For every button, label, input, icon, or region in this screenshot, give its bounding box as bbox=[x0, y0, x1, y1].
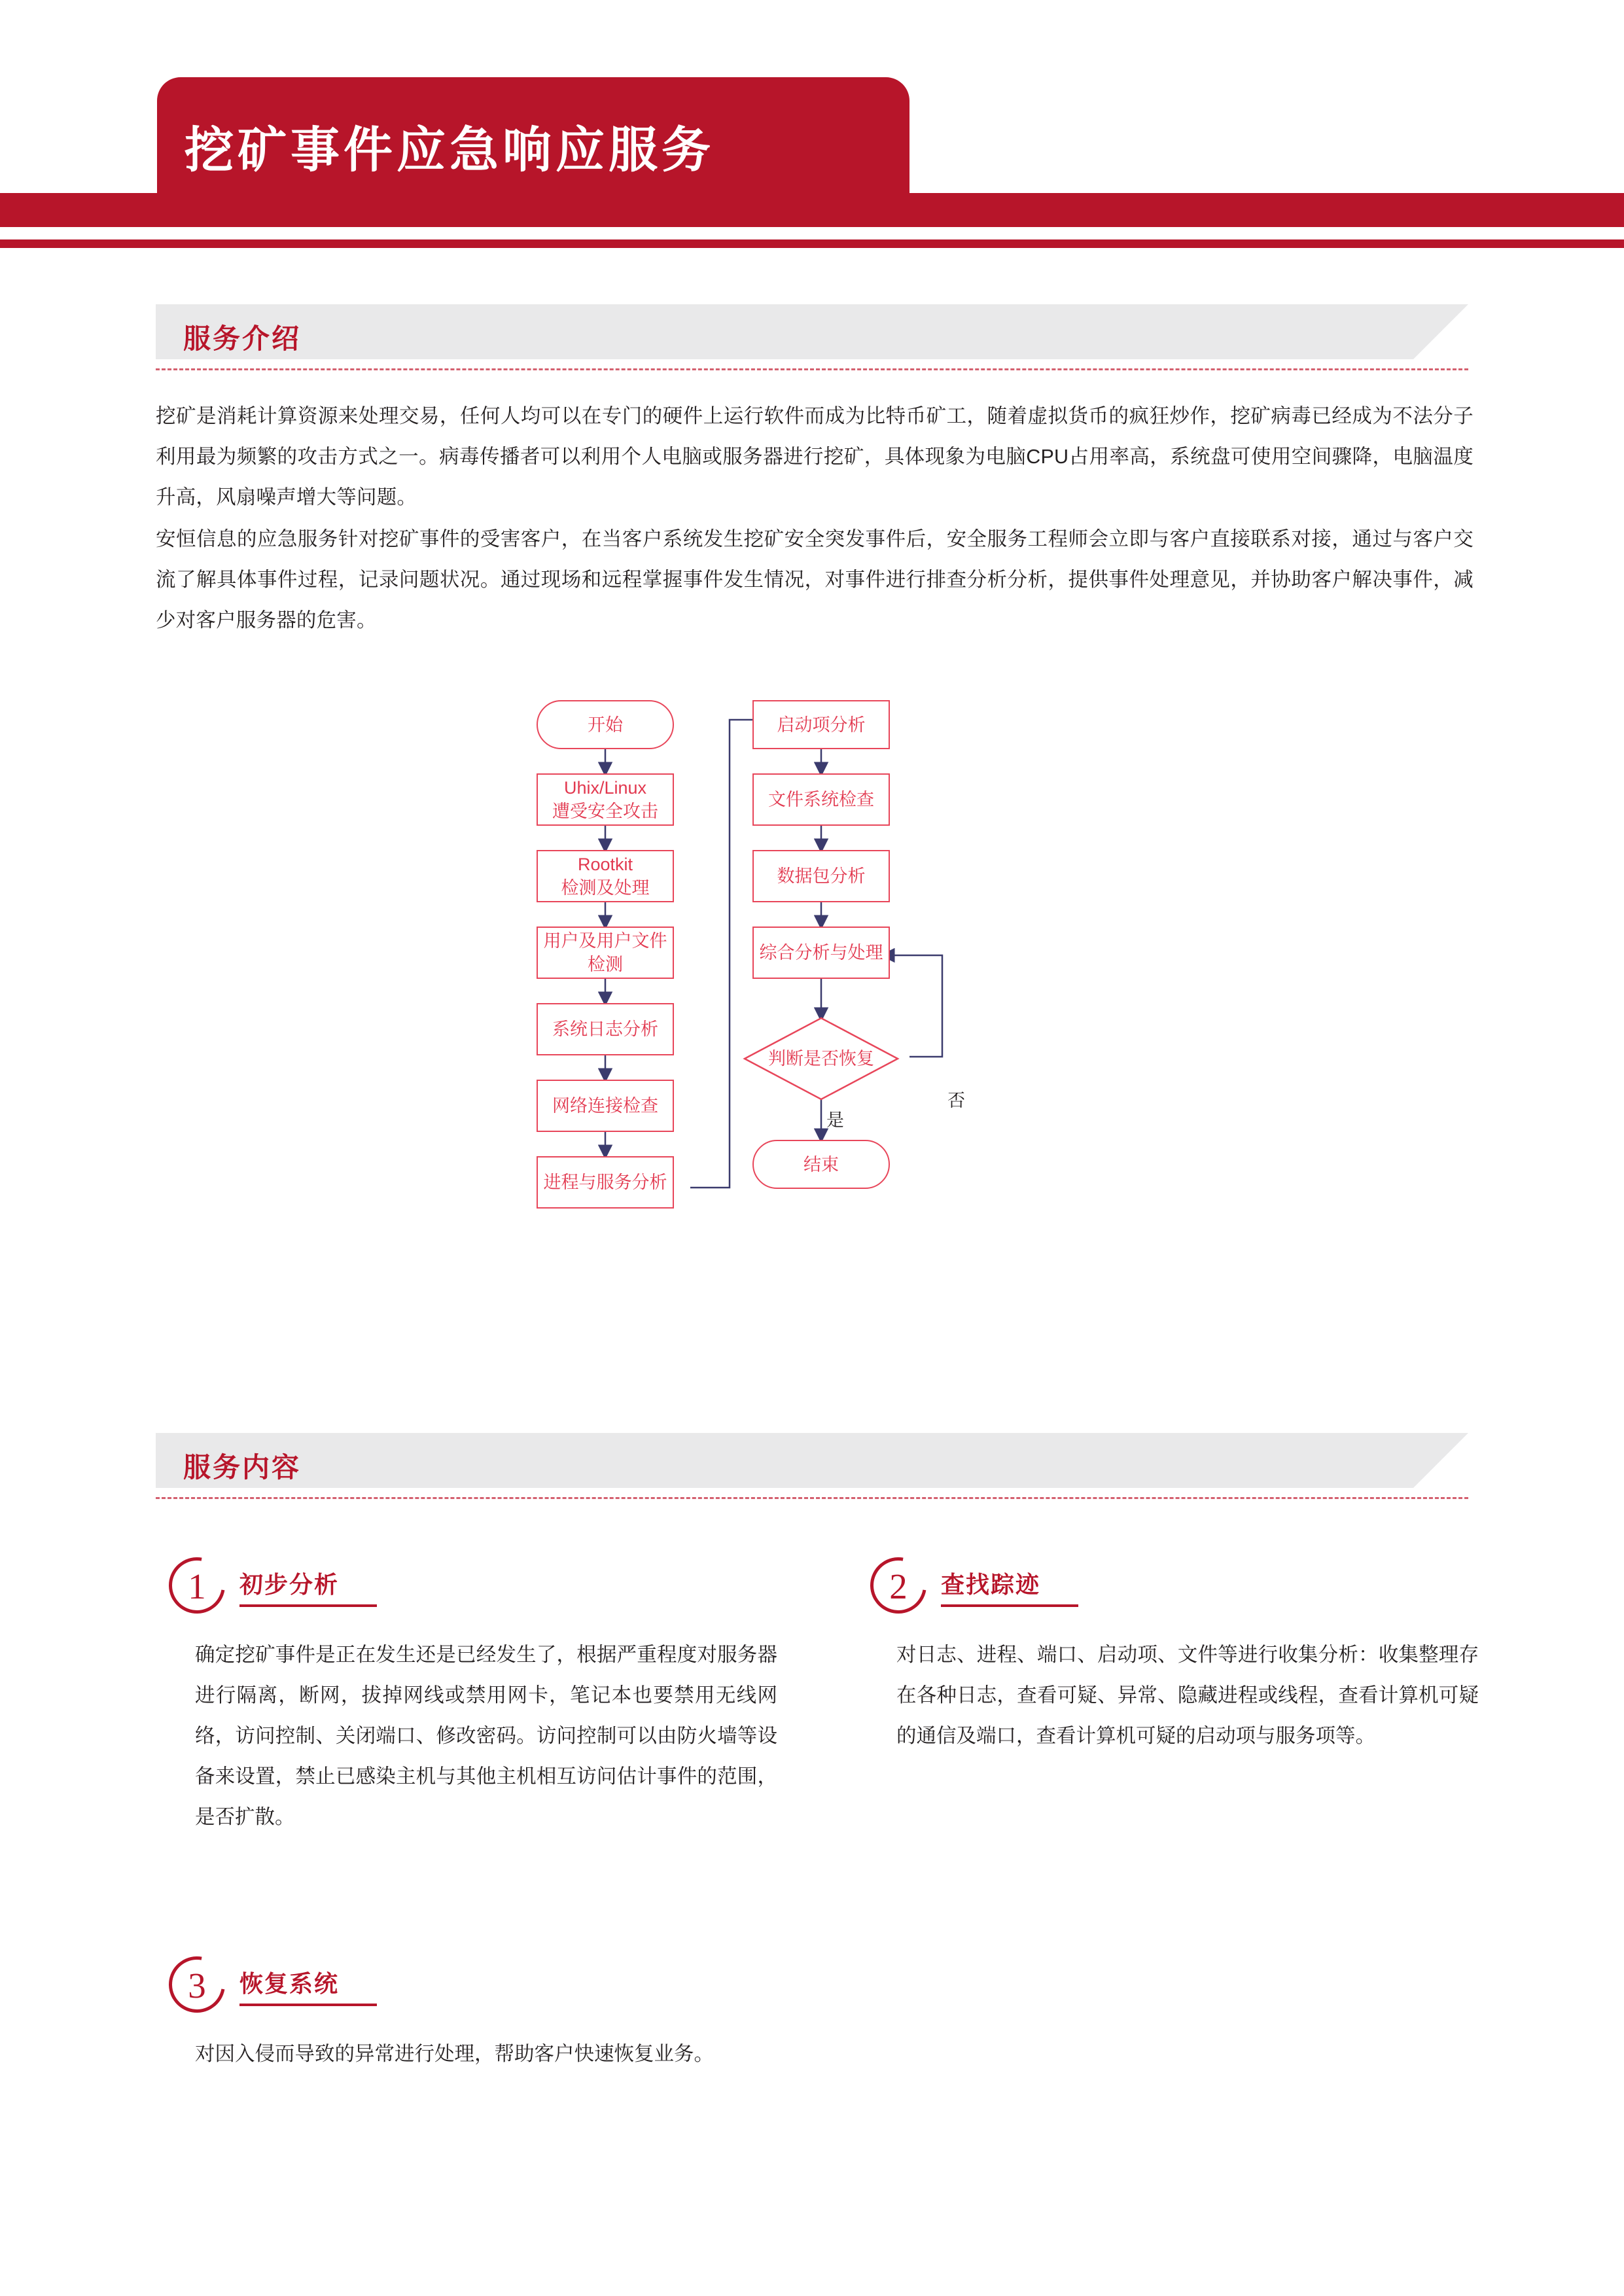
flow-node-attack-line2: 遭受安全攻击 bbox=[552, 802, 658, 821]
service-item-2-body: 对日志、进程、端口、启动项、文件等进行收集分析：收集整理存在各种日志，查看可疑、异常、隐藏进程或线程，查看计算机可疑的通信及端口，查看计算机可疑的启动项与服务项等。 bbox=[896, 1644, 1479, 1747]
service-item-1-title-underline bbox=[239, 1604, 377, 1607]
service-item-3-number-badge bbox=[169, 1956, 241, 2028]
page-title: 挖矿事件应急响应服务 bbox=[185, 122, 715, 177]
section-header-background bbox=[156, 304, 1468, 359]
section-header-intro bbox=[156, 304, 1468, 359]
section-header-corner-cut bbox=[1413, 1433, 1468, 1488]
intro-paragraph-2: 安恒信息的应急服务针对挖矿事件的受害客户，在当客户系统发生挖矿安全突发事件后，安全服务工程师会立即与客户直接联系对接，通过与客户交流了解具体事件过程，记录问题状况。通过现场和远程掌握事件发生情况，对事件进行排查分析分析，提供事件处理意见，并协助客户解决事件，减少对客户服务器的危害。 bbox=[156, 528, 1474, 631]
service-item-2-number: 2 bbox=[889, 1566, 908, 1606]
flow-node-decision-label: 判断是否恢复 bbox=[768, 1049, 874, 1069]
intro-paragraph-1: 挖矿是消耗计算资源来处理交易，任何人均可以在专门的硬件上运行软件而成为比特币矿工，随着虚拟货币的疯狂炒作，挖矿病毒已经成为不法分子利用最为频繁的攻击方式之一。病毒传播者可以利用个人电脑或服务器进行挖矿，具体现象为电脑CPU占用率高，系统盘可使用空间骤降，电脑温度升高，风扇噪声增大等问题。 bbox=[156, 405, 1474, 508]
flow-node-start: 开始 bbox=[537, 700, 674, 749]
service-item-3-body: 对因入侵而导致的异常进行处理，帮助客户快速恢复业务。 bbox=[195, 2043, 714, 2065]
flow-node-rootkit-line1: Rootkit bbox=[577, 855, 633, 874]
flow-edge-label-yes: 是 bbox=[826, 1110, 844, 1130]
flow-node-user-file-check-line2: 检测 bbox=[588, 955, 623, 974]
flow-node-system-log-analysis: 系统日志分析 bbox=[537, 1003, 674, 1055]
section-header-content bbox=[156, 1433, 1468, 1488]
flow-node-rootkit bbox=[537, 850, 674, 902]
flow-node-user-file-check bbox=[537, 927, 674, 979]
section-divider-content bbox=[156, 1497, 1468, 1499]
incident-response-flowchart bbox=[510, 700, 1099, 1407]
service-item-2-number-badge bbox=[870, 1557, 942, 1629]
service-item-3-number: 3 bbox=[188, 1966, 206, 2005]
flow-node-attack bbox=[537, 773, 674, 826]
page-header bbox=[0, 0, 1624, 262]
section-title-intro: 服务介绍 bbox=[183, 323, 302, 354]
flow-node-network-connection-check: 网络连接检查 bbox=[537, 1080, 674, 1132]
flow-node-process-service-analysis: 进程与服务分析 bbox=[537, 1156, 674, 1209]
flow-edge-label-no: 否 bbox=[947, 1091, 965, 1110]
section-header-corner-cut bbox=[1413, 304, 1468, 359]
flow-node-filesystem-check: 文件系统检查 bbox=[752, 773, 890, 826]
flow-node-end: 结束 bbox=[752, 1140, 890, 1189]
service-item-2-title-underline bbox=[941, 1604, 1078, 1607]
flow-node-startup-item-analysis: 启动项分析 bbox=[752, 700, 890, 749]
section-divider-intro bbox=[156, 368, 1468, 370]
service-item-1-title: 初步分析 bbox=[239, 1571, 340, 1598]
service-item-2-title: 查找踪迹 bbox=[941, 1571, 1041, 1598]
flow-node-rootkit-line2: 检测及处理 bbox=[561, 878, 650, 898]
header-red-bar-secondary bbox=[0, 239, 1624, 248]
section-header-background bbox=[156, 1433, 1468, 1488]
section-title-content: 服务内容 bbox=[183, 1452, 302, 1483]
flow-node-user-file-check-line1: 用户及用户文件 bbox=[543, 931, 667, 951]
service-item-1-number-badge bbox=[169, 1557, 241, 1629]
service-item-1-number: 1 bbox=[188, 1566, 206, 1606]
flow-node-overall-analysis: 综合分析与处理 bbox=[752, 927, 890, 979]
flow-node-packet-analysis: 数据包分析 bbox=[752, 850, 890, 902]
service-item-3-title-underline bbox=[239, 2004, 377, 2006]
service-item-3-title: 恢复系统 bbox=[239, 1970, 340, 1997]
flow-node-attack-line1: Uhix/Linux bbox=[563, 778, 647, 798]
service-item-1-body: 确定挖矿事件是正在发生还是已经发生了，根据严重程度对服务器进行隔离，断网，拔掉网线或禁用网卡，笔记本也要禁用无线网络，访问控制、关闭端口、修改密码。访问控制可以由防火墙等设备来设置，禁止已感染主机与其他主机相互访问估计事件的范围，是否扩散。 bbox=[195, 1644, 777, 1828]
